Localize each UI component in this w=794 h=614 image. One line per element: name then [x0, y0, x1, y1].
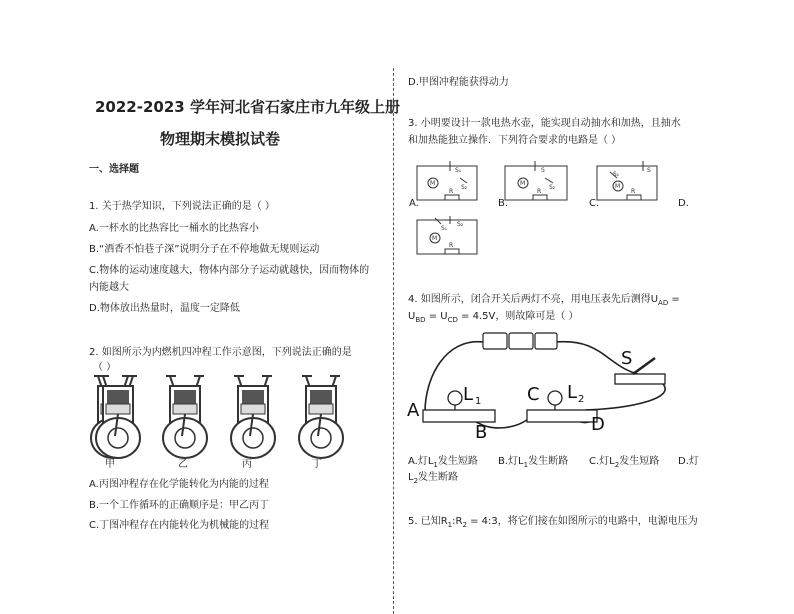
svg-text:S: S — [647, 167, 651, 174]
q5-stem: 5. 已知$R_1:R_2$ = 4:3，将它们接在如图所示的电路中，电源电压为 — [408, 516, 698, 529]
svg-text:S₁: S₁ — [441, 225, 448, 232]
q4-option-d: D.灯 — [678, 456, 699, 467]
fault-circuit-figure — [405, 328, 705, 448]
svg-text:M: M — [430, 180, 436, 187]
svg-text:S: S — [621, 348, 633, 369]
svg-text:B: B — [475, 422, 488, 443]
engine-label-ding: 丁 — [312, 459, 322, 470]
svg-text:L: L — [463, 384, 474, 405]
q2-option-d: D.甲图冲程能获得动力 — [408, 77, 509, 88]
q3-option-a: A. — [409, 198, 419, 209]
svg-text:S₁: S₁ — [613, 171, 620, 178]
q2-option-b: B.一个工作循环的正确顺序是：甲乙丙丁 — [89, 500, 270, 511]
q1-option-b: B.“酒香不怕巷子深”说明分子在不停地做无规则运动 — [89, 244, 320, 255]
svg-text:S₂: S₂ — [457, 221, 464, 228]
q4-option-a: A.灯$L_1$发生短路 — [408, 456, 478, 469]
svg-text:S₂: S₂ — [461, 184, 468, 191]
svg-text:M: M — [520, 180, 526, 187]
page-title-line2: 物理期末模拟试卷 — [160, 130, 281, 148]
svg-text:R: R — [449, 242, 454, 249]
q1-option-d: D.物体放出热量时，温度一定降低 — [89, 303, 240, 314]
q1-option-c-line2: 内能越大 — [89, 282, 129, 293]
q3-option-b: B. — [498, 198, 509, 209]
engine-label-jia: 甲 — [105, 459, 115, 470]
q4-stem-line1: 4. 如图所示，闭合开关后两灯不亮，用电压表先后测得$U_{AD}$ = — [408, 294, 680, 307]
svg-text:D: D — [591, 414, 605, 435]
svg-text:M: M — [432, 235, 438, 242]
svg-text:L: L — [567, 382, 578, 403]
q4-option-d-line2: $L_2$发生断路 — [408, 472, 459, 485]
q3-option-c: C. — [589, 198, 600, 209]
q2-stem-line1: 2. 如图所示为内燃机四冲程工作示意图，下列说法正确的是 — [89, 347, 352, 358]
svg-text:R: R — [537, 188, 542, 195]
svg-text:C: C — [527, 384, 540, 405]
q2-stem-line2: （ ） — [93, 362, 117, 373]
q3-stem-line2: 和加热能独立操作．下列符合要求的电路是（ ） — [408, 135, 622, 146]
svg-text:M: M — [615, 183, 621, 190]
q1-option-a: A.一杯水的比热容比一桶水的比热容小 — [89, 223, 259, 234]
q1-option-c-line1: C.物体的运动速度越大，物体内部分子运动就越快，因而物体的 — [89, 265, 370, 276]
q4-option-c: C.灯$L_2$发生短路 — [589, 456, 660, 469]
engine-label-yi: 乙 — [178, 459, 188, 470]
svg-text:A: A — [407, 400, 420, 421]
q3-option-d: D. — [678, 198, 689, 209]
q2-option-c: C.丁图冲程存在内能转化为机械能的过程 — [89, 520, 270, 531]
svg-text:1: 1 — [475, 396, 482, 407]
section-heading: 一、选择题 — [89, 164, 139, 175]
circuit-options-figure — [405, 158, 705, 273]
svg-text:2: 2 — [578, 394, 585, 405]
engine-label-bing: 丙 — [242, 459, 252, 470]
svg-text:R: R — [449, 188, 454, 195]
q2-option-a: A.丙图冲程存在化学能转化为内能的过程 — [89, 479, 269, 490]
q4-option-b: B.灯$L_1$发生断路 — [498, 456, 569, 469]
svg-text:S: S — [541, 167, 545, 174]
q4-stem-line2: $U_{BD} = U_{CD} = 4.5V$，则故障可是（ ） — [408, 311, 579, 324]
svg-text:S₂: S₂ — [549, 184, 556, 191]
svg-text:S₁: S₁ — [455, 167, 462, 174]
q3-stem-line1: 3. 小明要设计一款电热水壶，能实现自动抽水和加热，且抽水 — [408, 118, 681, 129]
column-divider — [393, 68, 394, 614]
q1-stem: 1. 关于热学知识，下列说法正确的是（ ） — [89, 201, 275, 212]
svg-text:R: R — [631, 188, 636, 195]
page-title-line1: 2022-2023 学年河北省石家庄市九年级上册 — [95, 98, 400, 116]
